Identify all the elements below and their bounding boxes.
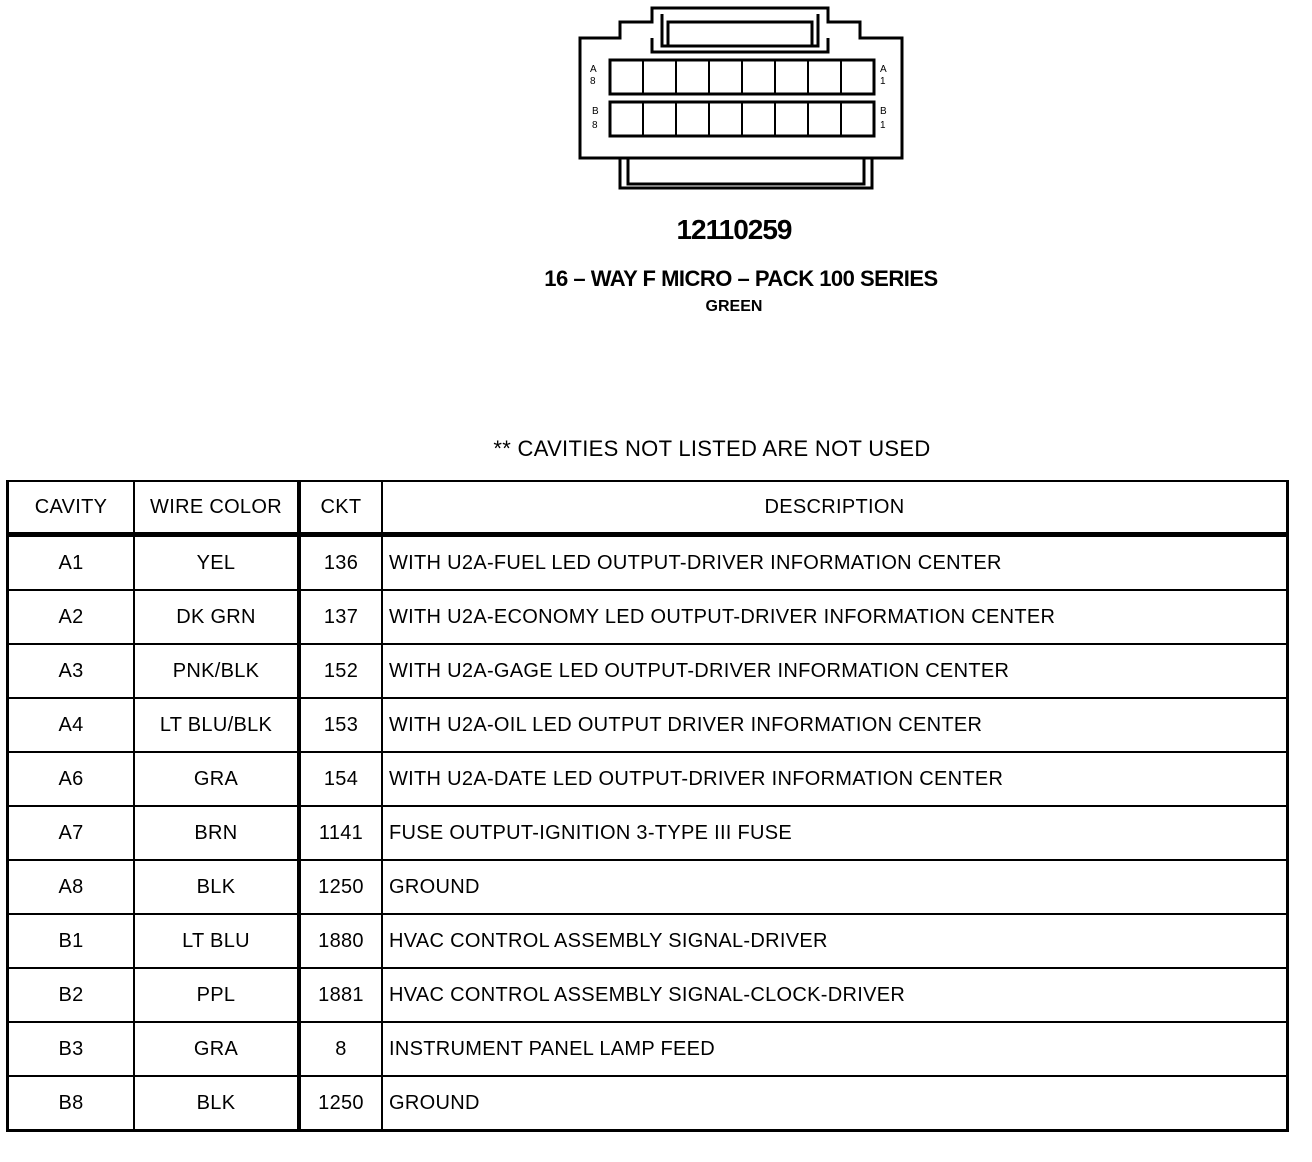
cell-description: FUSE OUTPUT-IGNITION 3-TYPE III FUSE	[382, 806, 1288, 860]
row-a-right-label-top: A	[880, 64, 887, 75]
cell-cavity: B1	[8, 914, 135, 968]
cell-description: HVAC CONTROL ASSEMBLY SIGNAL-DRIVER	[382, 914, 1288, 968]
connector-diagram	[560, 0, 920, 200]
cell-description: GROUND	[382, 1076, 1288, 1131]
connector-color: GREEN	[705, 298, 763, 315]
header-ckt: CKT	[299, 481, 382, 535]
part-number: 12110259	[676, 214, 792, 245]
table-row	[8, 752, 1288, 806]
cell-wire-color: DK GRN	[134, 590, 299, 644]
cell-cavity: A2	[8, 590, 135, 644]
cell-wire-color: GRA	[134, 1022, 299, 1076]
row-a-left-label-top: A	[590, 64, 597, 75]
connector-description: 16 – WAY F MICRO – PACK 100 SERIES	[544, 266, 938, 291]
header-description: DESCRIPTION	[382, 481, 1288, 535]
cell-description: WITH U2A-GAGE LED OUTPUT-DRIVER INFORMATION CENTER	[382, 644, 1288, 698]
cell-wire-color: BLK	[134, 860, 299, 914]
cell-ckt: 136	[299, 535, 382, 591]
row-a-right-label-bottom: 1	[880, 76, 886, 87]
unused-cavities-note: ** CAVITIES NOT LISTED ARE NOT USED	[493, 436, 931, 461]
table-row	[8, 1076, 1288, 1131]
cell-cavity: A8	[8, 860, 135, 914]
cell-wire-color: LT BLU/BLK	[134, 698, 299, 752]
cell-description: INSTRUMENT PANEL LAMP FEED	[382, 1022, 1288, 1076]
cell-wire-color: GRA	[134, 752, 299, 806]
cell-description: HVAC CONTROL ASSEMBLY SIGNAL-CLOCK-DRIVER	[382, 968, 1288, 1022]
cell-cavity: A6	[8, 752, 135, 806]
table-row	[8, 590, 1288, 644]
cell-cavity: A1	[8, 535, 135, 591]
row-b-left-label-bottom: 8	[592, 120, 598, 131]
table-row	[8, 535, 1288, 591]
cell-description: WITH U2A-ECONOMY LED OUTPUT-DRIVER INFORMATION CENTER	[382, 590, 1288, 644]
cell-ckt: 1250	[299, 860, 382, 914]
table-row	[8, 644, 1288, 698]
cell-wire-color: YEL	[134, 535, 299, 591]
cell-cavity: B2	[8, 968, 135, 1022]
cell-wire-color: BLK	[134, 1076, 299, 1131]
cell-description: WITH U2A-FUEL LED OUTPUT-DRIVER INFORMATION CENTER	[382, 535, 1288, 591]
cell-cavity: B3	[8, 1022, 135, 1076]
cell-ckt: 154	[299, 752, 382, 806]
cell-cavity: A7	[8, 806, 135, 860]
cell-ckt: 153	[299, 698, 382, 752]
row-b-right-label-top: B	[880, 106, 887, 117]
cell-description: GROUND	[382, 860, 1288, 914]
cell-ckt: 1881	[299, 968, 382, 1022]
cell-wire-color: PPL	[134, 968, 299, 1022]
header-wire-color: WIRE COLOR	[134, 481, 299, 535]
table-row	[8, 698, 1288, 752]
cell-ckt: 137	[299, 590, 382, 644]
cell-ckt: 1250	[299, 1076, 382, 1131]
row-b-left-label-top: B	[592, 106, 599, 117]
cell-cavity: A4	[8, 698, 135, 752]
cell-wire-color: LT BLU	[134, 914, 299, 968]
table-row	[8, 806, 1288, 860]
cell-ckt: 1141	[299, 806, 382, 860]
cell-wire-color: PNK/BLK	[134, 644, 299, 698]
cell-description: WITH U2A-OIL LED OUTPUT DRIVER INFORMATION CENTER	[382, 698, 1288, 752]
table-row	[8, 860, 1288, 914]
table-row	[8, 968, 1288, 1022]
row-a-left-label-bottom: 8	[590, 76, 596, 87]
cell-ckt: 8	[299, 1022, 382, 1076]
table-row	[8, 914, 1288, 968]
table-row	[8, 1022, 1288, 1076]
cell-ckt: 1880	[299, 914, 382, 968]
header-cavity: CAVITY	[8, 481, 135, 535]
cell-ckt: 152	[299, 644, 382, 698]
cavity-table	[6, 480, 1289, 1132]
cell-cavity: A3	[8, 644, 135, 698]
cell-description: WITH U2A-DATE LED OUTPUT-DRIVER INFORMATION CENTER	[382, 752, 1288, 806]
table-header-row	[8, 481, 1288, 535]
cell-wire-color: BRN	[134, 806, 299, 860]
cell-cavity: B8	[8, 1076, 135, 1131]
row-b-right-label-bottom: 1	[880, 120, 886, 131]
